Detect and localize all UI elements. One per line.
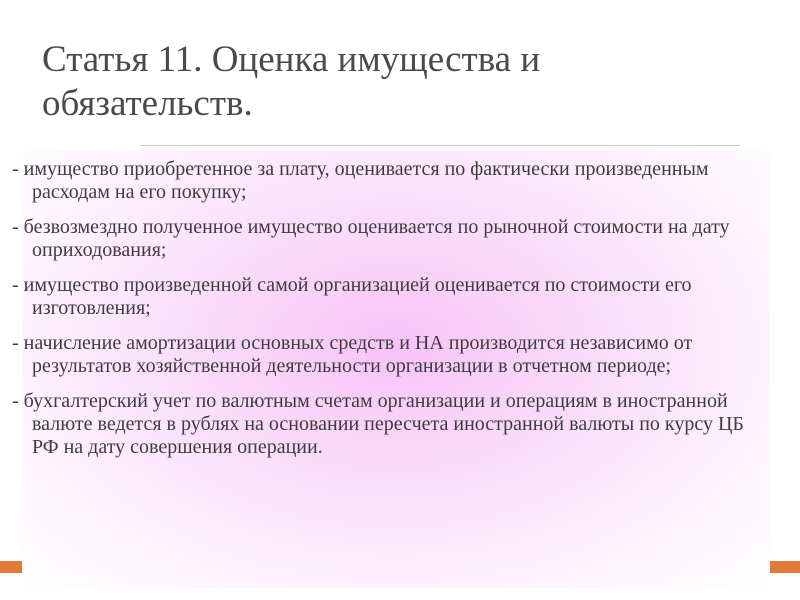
accent-bar-left	[0, 561, 22, 573]
bullet-item: - безвозмездно полученное имущество оценивается по рыночной стоимости на дату оприходования;	[12, 216, 730, 261]
bullet-item: - имущество произведенной самой организацией оценивается по стоимости его изготовления;	[12, 274, 692, 319]
bullet-list	[12, 158, 772, 471]
bullet-item: - бухгалтерский учет по валютным счетам организации и операциям в иностранной валюте ведется в рублях на основании пересчета иностранной валюты по курсу ЦБ РФ на дату совершения операции.	[12, 390, 744, 458]
slide-title: Статья 11. Оценка имущества и обязательств.	[42, 39, 541, 124]
accent-bar-right	[770, 561, 800, 573]
bullet-item: - начисление амортизации основных средств и НА производится независимо от результатов хозяйственной деятельности организации в отчетном периоде;	[12, 332, 693, 377]
title-divider	[140, 145, 740, 146]
bullet-item: - имущество приобретенное за плату, оценивается по фактически произведенным расходам на его покупку;	[12, 158, 709, 203]
